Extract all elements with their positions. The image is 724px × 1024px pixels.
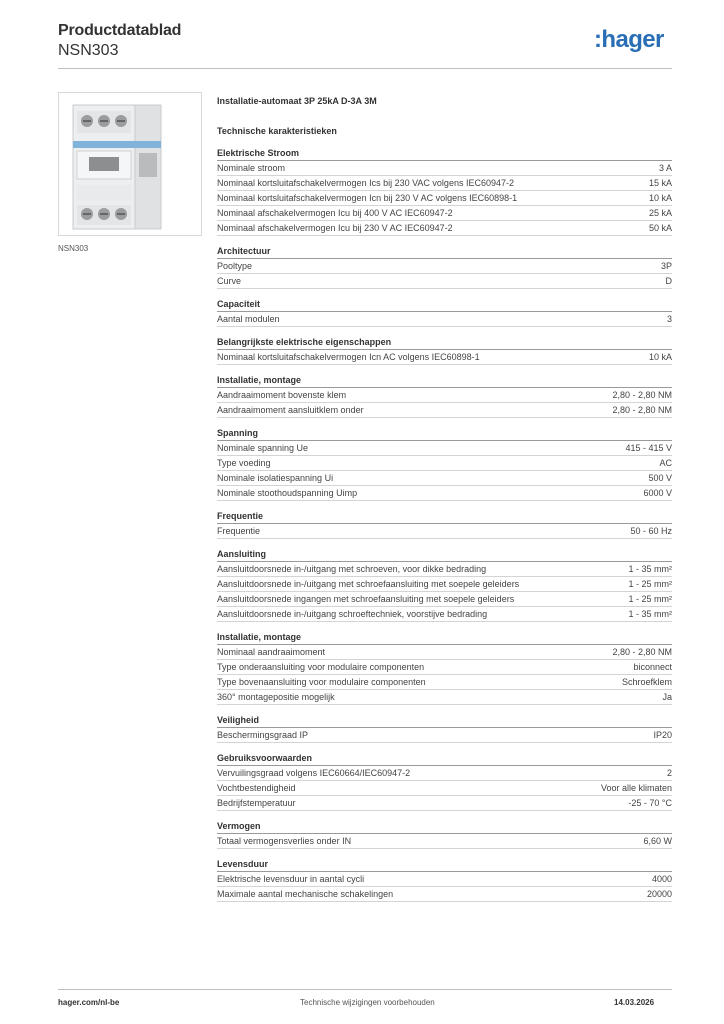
spec-label: Nominaal kortsluitafschakelvermogen Ics bij 230 VAC volgens IEC60947-2	[217, 178, 514, 188]
hager-logo: :hager	[594, 26, 664, 53]
spec-label: Pooltype	[217, 261, 253, 271]
spec-row	[217, 221, 672, 236]
footer-website: hager.com/nl-be	[58, 998, 120, 1007]
spec-label: Beschermingsgraad IP	[217, 730, 309, 740]
spec-label: Nominaal kortsluitafschakelvermogen Icn bij 230 V AC volgens IEC60898-1	[217, 193, 518, 203]
spec-row	[217, 766, 672, 781]
spec-label: Bedrijfstemperatuur	[217, 798, 296, 808]
header-divider	[58, 68, 672, 69]
spec-label: Aansluitdoorsnede in-/uitgang met schroeven, voor dikke bedrading	[217, 564, 487, 574]
spec-label: Aansluitdoorsnede ingangen met schroefaansluiting met soepele geleiders	[217, 594, 515, 604]
spec-row	[217, 350, 672, 365]
spec-label: Aansluitdoorsnede in-/uitgang schroeftechniek, voorstijve bedrading	[217, 609, 488, 619]
spec-section	[217, 713, 672, 743]
product-name: Installatie-automaat 3P 25kA D-3A 3M	[217, 96, 377, 106]
spec-label: 360° montagepositie mogelijk	[217, 692, 335, 702]
spec-row	[217, 872, 672, 887]
spec-row	[217, 486, 672, 501]
spec-label: Type voeding	[217, 458, 271, 468]
spec-value: -25 - 70 °C	[628, 798, 672, 808]
spec-value: 3	[666, 314, 672, 324]
spec-section	[217, 630, 672, 705]
footer-date: 14.03.2026	[614, 998, 655, 1007]
spec-section	[217, 751, 672, 811]
spec-label: Vervuilingsgraad volgens IEC60664/IEC60947-2	[217, 768, 411, 778]
section-title: Spanning	[217, 426, 672, 441]
spec-label: Type bovenaansluiting voor modulaire componenten	[217, 677, 426, 687]
spec-label: Vochtbestendigheid	[217, 783, 296, 793]
spec-label: Aansluitdoorsnede in-/uitgang met schroefaansluiting met soepele geleiders	[217, 579, 520, 589]
spec-value: 1 - 35 mm²	[628, 564, 672, 574]
spec-sections	[217, 146, 672, 902]
spec-row	[217, 312, 672, 327]
document-title: Productdatablad	[58, 22, 182, 39]
spec-value: Schroefklem	[621, 677, 672, 687]
spec-row	[217, 403, 672, 418]
spec-row	[217, 660, 672, 675]
spec-row	[217, 388, 672, 403]
spec-value: 1 - 25 mm²	[628, 579, 672, 589]
spec-value: 2	[666, 768, 672, 778]
section-title: Installatie, montage	[217, 373, 672, 388]
spec-label: Nominaal afschakelvermogen Icu bij 230 V AC IEC60947-2	[217, 223, 453, 233]
spec-row	[217, 274, 672, 289]
spec-label: Elektrische levensduur in aantal cycli	[217, 874, 365, 884]
spec-label: Nominale spanning Ue	[217, 443, 309, 453]
spec-value: 1 - 25 mm²	[628, 594, 672, 604]
spec-value: 2,80 - 2,80 NM	[612, 390, 672, 400]
section-title: Aansluiting	[217, 547, 672, 562]
spec-value: 1 - 35 mm²	[628, 609, 672, 619]
section-title: Levensduur	[217, 857, 672, 872]
spec-label: Nominale stoothoudspanning Uimp	[217, 488, 358, 498]
image-caption: NSN303	[58, 244, 89, 253]
header	[58, 22, 181, 60]
spec-section	[217, 857, 672, 902]
spec-value: Voor alle klimaten	[600, 783, 672, 793]
spec-row	[217, 592, 672, 607]
spec-section	[217, 335, 672, 365]
spec-label: Aandraaimoment bovenste klem	[217, 390, 347, 400]
section-title: Vermogen	[217, 819, 672, 834]
spec-value: D	[665, 276, 672, 286]
spec-section	[217, 819, 672, 849]
section-title: Capaciteit	[217, 297, 672, 312]
spec-section	[217, 146, 672, 236]
spec-row	[217, 796, 672, 811]
spec-value: 20000	[646, 889, 672, 899]
spec-label: Type onderaansluiting voor modulaire componenten	[217, 662, 425, 672]
spec-section	[217, 426, 672, 501]
spec-value: 415 - 415 V	[625, 443, 672, 453]
spec-row	[217, 206, 672, 221]
spec-value: 10 kA	[648, 193, 672, 203]
spec-value: 3 A	[658, 163, 672, 173]
spec-row	[217, 456, 672, 471]
spec-row	[217, 690, 672, 705]
circuit-breaker-icon	[59, 93, 201, 235]
spec-value: IP20	[653, 730, 672, 740]
spec-row	[217, 191, 672, 206]
spec-value: AC	[659, 458, 672, 468]
spec-label: Aandraaimoment aansluitklem onder	[217, 405, 364, 415]
spec-row	[217, 728, 672, 743]
spec-section	[217, 244, 672, 289]
spec-label: Maximale aantal mechanische schakelingen	[217, 889, 394, 899]
spec-value: 2,80 - 2,80 NM	[612, 405, 672, 415]
section-title: Elektrische Stroom	[217, 146, 672, 161]
spec-label: Nominaal afschakelvermogen Icu bij 400 V AC IEC60947-2	[217, 208, 453, 218]
spec-row	[217, 645, 672, 660]
section-title: Installatie, montage	[217, 630, 672, 645]
spec-section	[217, 547, 672, 622]
spec-row	[217, 259, 672, 274]
spec-row	[217, 176, 672, 191]
document-subtitle: NSN303	[58, 42, 119, 59]
footer-divider	[58, 989, 672, 990]
spec-label: Nominaal kortsluitafschakelvermogen Icn AC volgens IEC60898-1	[217, 352, 480, 362]
spec-row	[217, 524, 672, 539]
technical-characteristics-title: Technische karakteristieken	[217, 126, 337, 136]
section-title: Architectuur	[217, 244, 672, 259]
spec-value: 500 V	[648, 473, 672, 483]
spec-row	[217, 834, 672, 849]
spec-value: 15 kA	[648, 178, 672, 188]
spec-value: 10 kA	[648, 352, 672, 362]
spec-row	[217, 161, 672, 176]
spec-value: 4000	[651, 874, 672, 884]
spec-value: 2,80 - 2,80 NM	[612, 647, 672, 657]
spec-value: 50 kA	[648, 223, 672, 233]
section-title: Gebruiksvoorwaarden	[217, 751, 672, 766]
product-image	[58, 92, 202, 236]
spec-value: 6,60 W	[643, 836, 672, 846]
spec-value: 6000 V	[643, 488, 672, 498]
spec-row	[217, 887, 672, 902]
spec-label: Totaal vermogensverlies onder IN	[217, 836, 352, 846]
spec-section	[217, 297, 672, 327]
spec-row	[217, 781, 672, 796]
section-title: Belangrijkste elektrische eigenschappen	[217, 335, 672, 350]
spec-row	[217, 471, 672, 486]
spec-value: 3P	[660, 261, 672, 271]
spec-label: Nominale isolatiespanning Ui	[217, 473, 334, 483]
spec-value: 25 kA	[648, 208, 672, 218]
section-title: Veiligheid	[217, 713, 672, 728]
spec-content	[217, 96, 672, 910]
spec-row	[217, 577, 672, 592]
spec-label: Nominale stroom	[217, 163, 286, 173]
spec-value: biconnect	[633, 662, 672, 672]
section-title: Frequentie	[217, 509, 672, 524]
spec-row	[217, 562, 672, 577]
spec-section	[217, 509, 672, 539]
spec-label: Aantal modulen	[217, 314, 280, 324]
footer-notice: Technische wijzigingen voorbehouden	[300, 998, 435, 1007]
spec-section	[217, 373, 672, 418]
spec-label: Curve	[217, 276, 242, 286]
spec-value: Ja	[662, 692, 672, 702]
spec-value: 50 - 60 Hz	[630, 526, 672, 536]
spec-label: Nominaal aandraaimoment	[217, 647, 326, 657]
spec-row	[217, 607, 672, 622]
spec-label: Frequentie	[217, 526, 261, 536]
spec-row	[217, 441, 672, 456]
spec-row	[217, 675, 672, 690]
